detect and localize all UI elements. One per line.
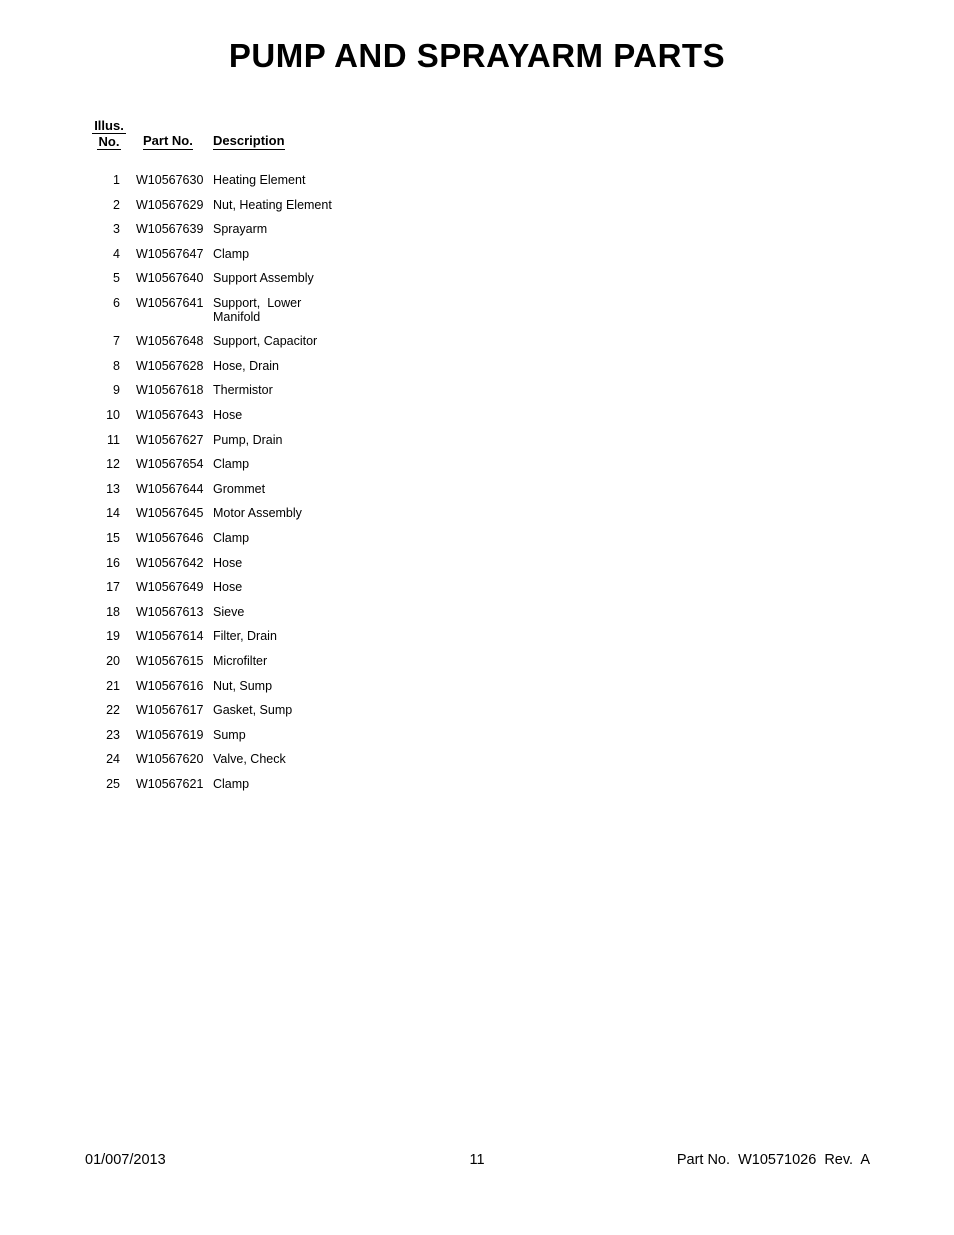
part-description: Clamp (213, 246, 250, 261)
illus-number: 7 (113, 334, 120, 349)
part-number: W10567615 (136, 654, 204, 668)
page-title: PUMP AND SPRAYARM PARTS (228, 37, 726, 74)
part-description: Sprayarm (213, 222, 268, 237)
part-number: W10567640 (136, 271, 204, 286)
table-row (88, 334, 343, 348)
part-number: W10567649 (136, 580, 204, 595)
part-description: Support Assembly (213, 271, 314, 286)
part-number: W10567619 (136, 727, 204, 742)
table-row (88, 679, 343, 693)
part-number: W10567645 (136, 506, 204, 521)
illus-number: 20 (106, 654, 120, 668)
illus-number: 4 (113, 246, 120, 261)
part-number: W10567654 (136, 457, 204, 472)
footer-date: 01/007/2013 (85, 1152, 166, 1168)
illus-header-line2: No. (98, 134, 120, 149)
table-row (88, 383, 343, 397)
part-description: Hose, Drain (213, 358, 279, 373)
illus-number: 18 (106, 604, 120, 619)
part-number: W10567630 (136, 173, 204, 187)
part-description: Support, Lower Manifold (213, 296, 305, 324)
part-description: Hose (213, 580, 243, 595)
illus-number: 16 (106, 555, 120, 570)
table-row (88, 629, 343, 643)
part-number: W10567644 (136, 481, 204, 496)
table-row (88, 408, 343, 422)
part-number: W10567613 (136, 604, 204, 619)
part-number: W10567643 (136, 408, 204, 422)
part-description: Motor Assembly (213, 506, 302, 521)
part-description: Nut, Heating Element (213, 197, 332, 212)
description-header (213, 133, 285, 150)
part-description: Support, Capacitor (213, 334, 318, 349)
table-row (88, 654, 343, 668)
part-number: W10567641 (136, 296, 204, 310)
part-description: Hose (213, 555, 243, 570)
part-description: Microfilter (213, 654, 268, 668)
part-number: W10567618 (136, 383, 204, 398)
part-number: W10567639 (136, 222, 204, 237)
part-number: W10567617 (136, 703, 204, 718)
part-description: Grommet (213, 481, 266, 496)
table-row (88, 482, 343, 496)
part-number: W10567627 (136, 432, 204, 447)
part-description: Gasket, Sump (213, 703, 293, 718)
illus-number: 19 (106, 629, 120, 644)
table-row (88, 457, 343, 471)
part-number: W10567620 (136, 752, 204, 767)
illus-number: 3 (113, 222, 120, 237)
illus-number: 13 (106, 481, 120, 496)
illus-number: 14 (106, 506, 120, 521)
illus-number: 9 (113, 383, 120, 398)
table-row (88, 531, 343, 545)
illus-number: 12 (106, 457, 120, 472)
table-row (88, 580, 343, 594)
part-description: Nut, Sump (213, 678, 273, 693)
table-row (88, 359, 343, 373)
illus-number: 5 (113, 271, 120, 286)
table-row (88, 247, 343, 261)
table-row (88, 506, 343, 520)
illus-number: 21 (106, 678, 120, 693)
illus-number: 24 (106, 752, 120, 767)
page-number: 11 (469, 1152, 485, 1168)
illus-no-header (92, 118, 126, 150)
illus-number: 6 (113, 296, 120, 310)
table-row (88, 222, 343, 236)
part-description: Filter, Drain (213, 629, 277, 644)
illus-number: 22 (106, 703, 120, 718)
part-number: W10567616 (136, 678, 204, 693)
part-number: W10567629 (136, 197, 204, 212)
table-row (88, 296, 308, 324)
table-row (88, 271, 343, 285)
part-no-header (143, 133, 193, 150)
illus-number: 10 (106, 408, 120, 422)
part-description: Clamp (213, 457, 250, 472)
illus-number: 2 (113, 197, 120, 212)
illus-number: 17 (106, 580, 120, 595)
table-row (88, 777, 343, 791)
table-row (88, 605, 343, 619)
footer-part-number: Part No. W10571026 Rev. A (676, 1152, 870, 1168)
description-header-label: Description (213, 133, 285, 148)
part-description: Sump (213, 727, 246, 742)
table-row (88, 728, 343, 742)
illus-number: 11 (107, 432, 120, 447)
part-description: Clamp (213, 531, 250, 545)
part-description: Thermistor (213, 383, 273, 398)
illus-number: 25 (106, 777, 120, 791)
illus-number: 15 (106, 531, 120, 545)
part-number: W10567642 (136, 555, 204, 570)
part-number: W10567646 (136, 531, 204, 545)
part-number: W10567647 (136, 246, 204, 261)
illus-number: 8 (113, 358, 120, 373)
part-description: Heating Element (213, 173, 306, 187)
part-number: W10567648 (136, 334, 204, 349)
part-description: Clamp (213, 777, 250, 791)
illus-number: 1 (113, 173, 120, 187)
part-number: W10567614 (136, 629, 204, 644)
table-row (88, 703, 343, 717)
table-row (88, 752, 343, 766)
part-description: Hose (213, 408, 243, 422)
table-row (88, 556, 343, 570)
part-number: W10567628 (136, 358, 204, 373)
part-no-header-label: Part No. (143, 133, 193, 148)
table-row (88, 433, 343, 447)
part-number: W10567621 (136, 777, 204, 791)
part-description: Pump, Drain (213, 432, 283, 447)
illus-header-line1: Illus. (92, 118, 126, 134)
part-description: Valve, Check (213, 752, 286, 767)
part-description: Sieve (213, 604, 245, 619)
table-row (88, 173, 343, 187)
table-row (88, 198, 343, 212)
illus-number: 23 (106, 727, 120, 742)
